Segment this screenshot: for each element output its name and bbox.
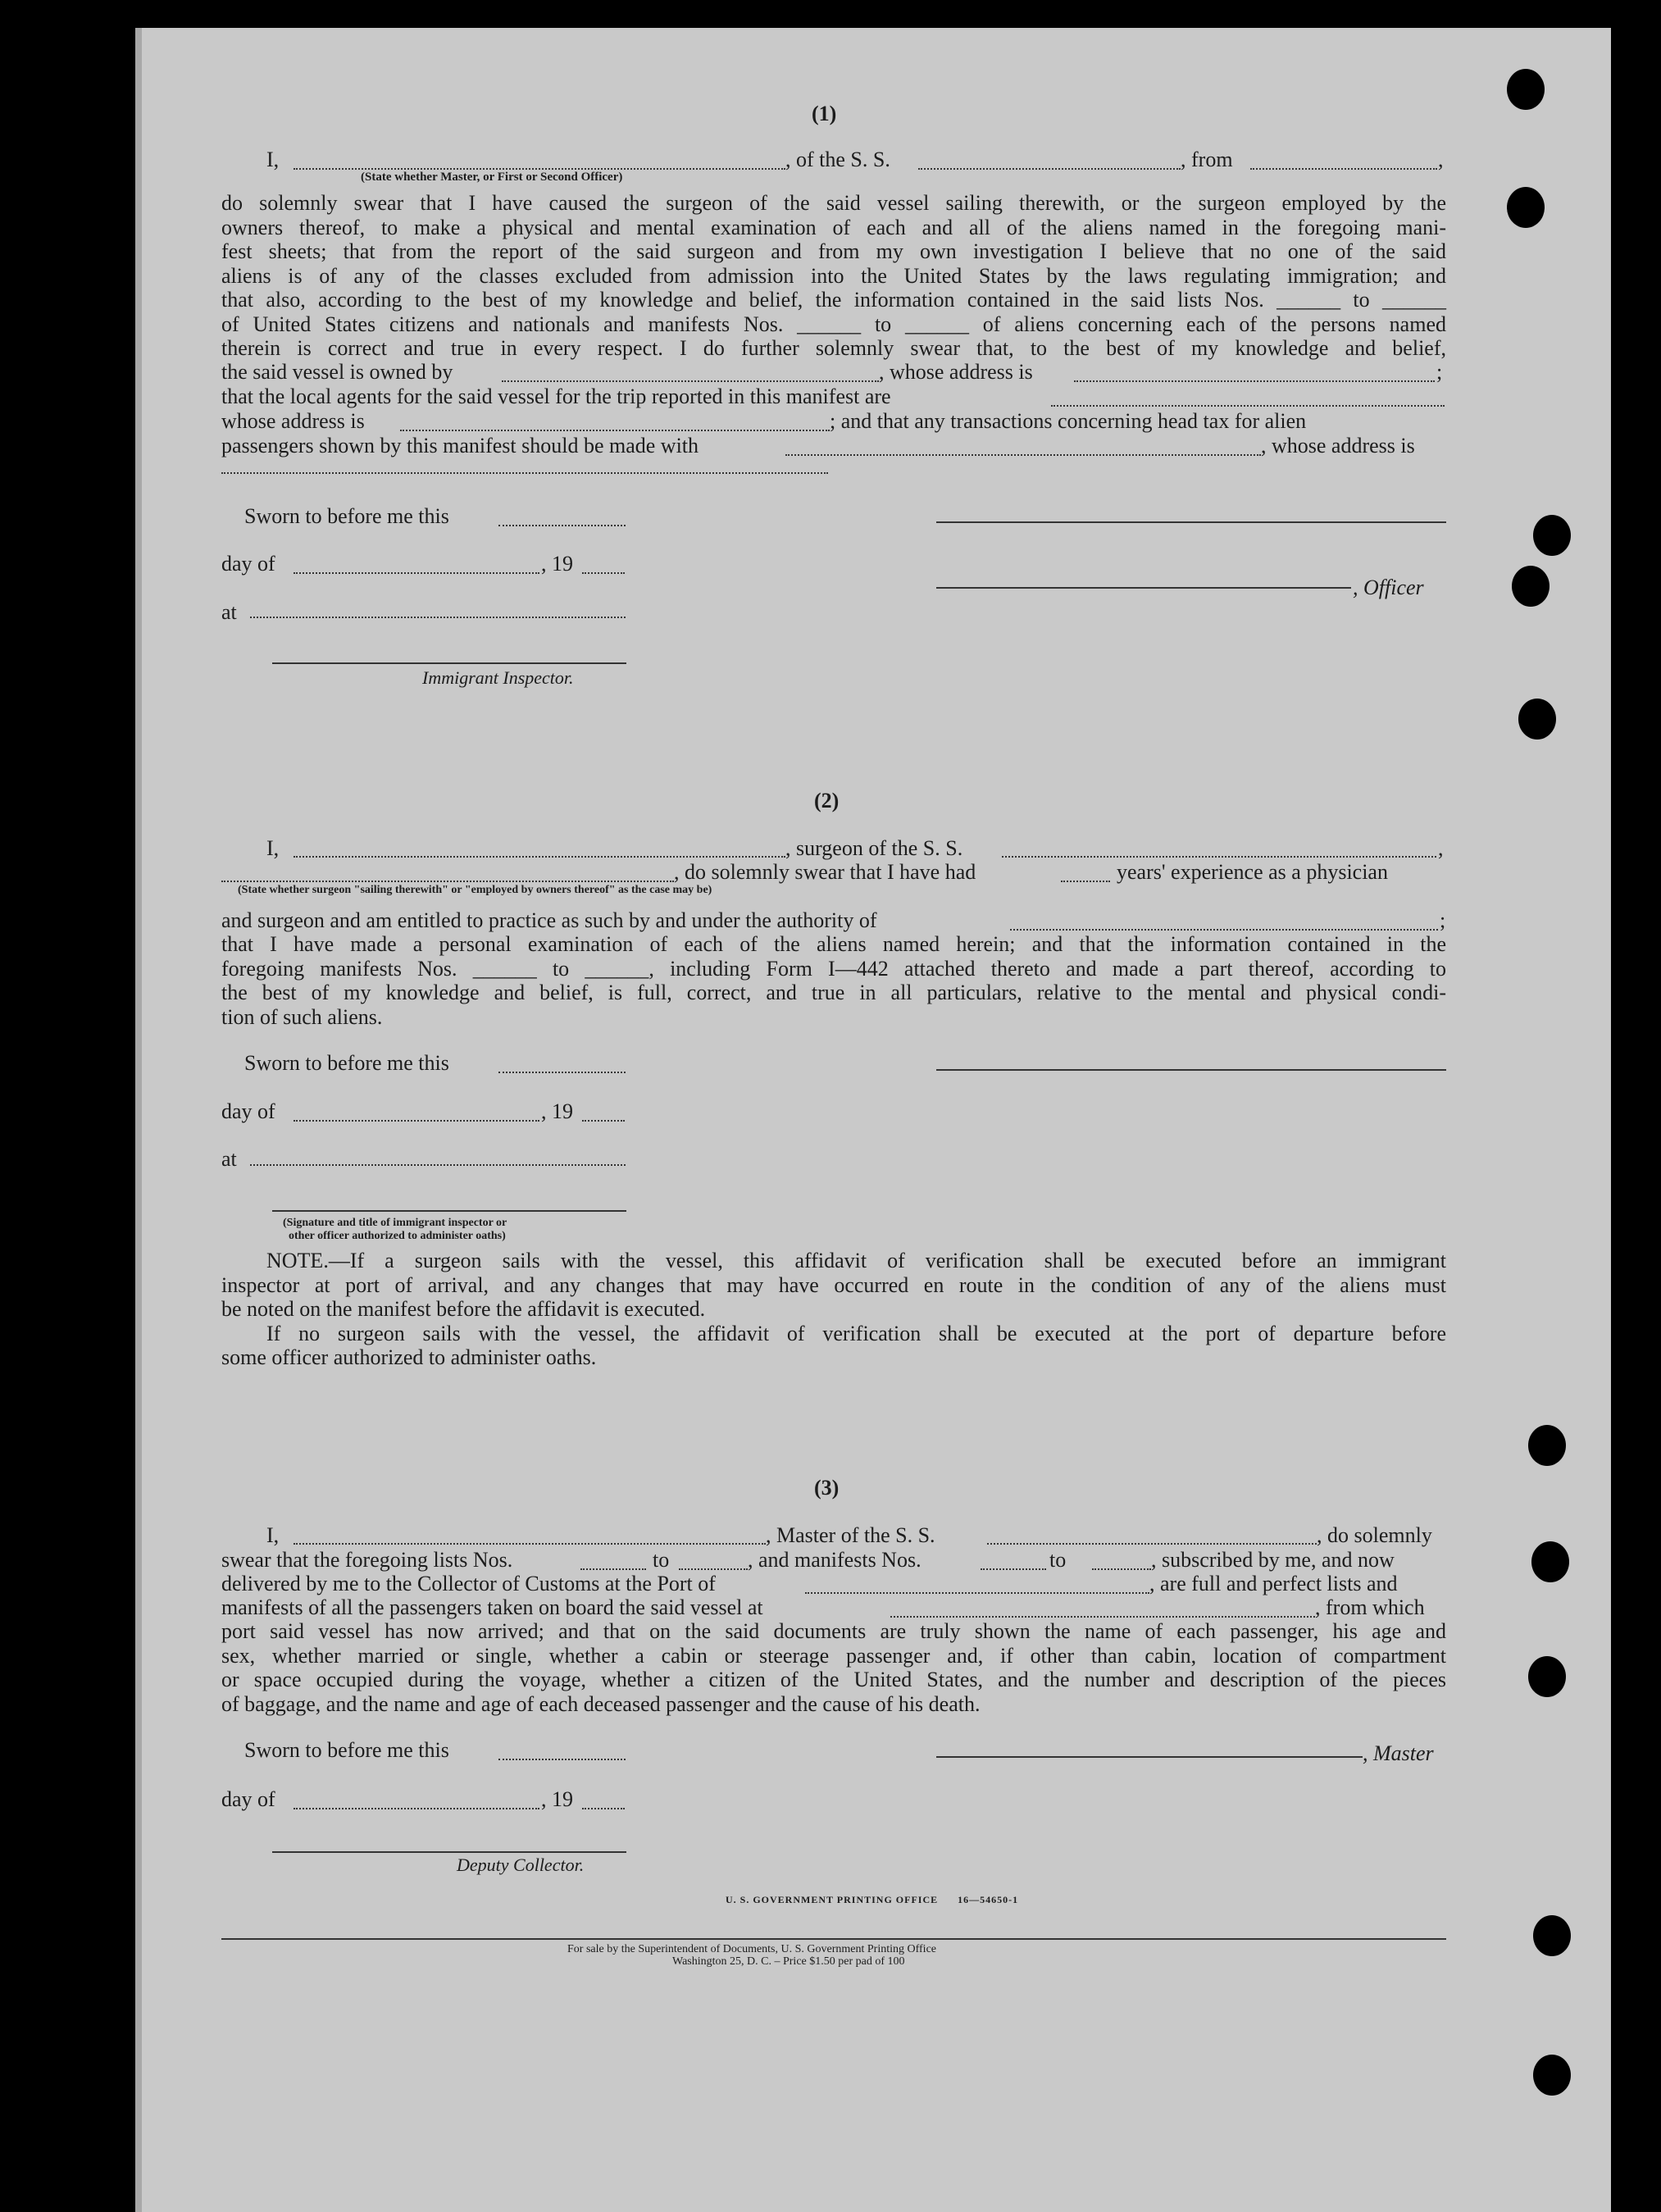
day-of-field[interactable] — [294, 1120, 539, 1122]
local-agents-field[interactable] — [1051, 405, 1445, 407]
collector-signature-line — [272, 1851, 626, 1853]
year-label: , 19 — [541, 1099, 573, 1123]
do-solemnly-text: , do solemnly — [1317, 1523, 1432, 1547]
section-number: (1) — [812, 102, 837, 125]
to-label: to — [653, 1548, 670, 1572]
body-line: that I have made a personal examination of each of the aliens named herein; and that the information contained in the — [221, 932, 1446, 956]
note-line: NOTE.—If a surgeon sails with the vessel, this affidavit of verification shall be executed before an immigrant — [266, 1249, 1446, 1272]
body-line: foregoing manifests Nos. ______ to ______, including Form I—442 attached thereto and made a part thereof, according to — [221, 956, 1446, 981]
signature-note: (Signature and title of immigrant inspector or — [283, 1217, 507, 1229]
master-label: , Master — [1363, 1741, 1434, 1765]
delivered-text: delivered by me to the Collector of Customs at the Port of — [221, 1572, 716, 1595]
label-of-ss: , of the S. S. — [785, 148, 890, 171]
punch-hole — [1518, 699, 1556, 740]
officer-signature-line — [936, 587, 1351, 589]
lists-text: swear that the foregoing lists Nos. — [221, 1548, 513, 1572]
section1-body — [221, 191, 1446, 361]
footer-line: For sale by the Superintendent of Documents, U. S. Government Printing Office — [567, 1943, 936, 1955]
year-field[interactable] — [582, 1808, 625, 1809]
note-line: inspector at port of arrival, and any changes that may have occurred en route in the condition of any of the aliens must — [221, 1272, 1446, 1297]
officer-note: (State whether Master, or First or Second Officer) — [361, 171, 623, 184]
comma: , — [1438, 836, 1444, 860]
lists-to-field[interactable] — [679, 1568, 748, 1570]
punch-hole — [1533, 1915, 1571, 1956]
day-of-field[interactable] — [294, 572, 539, 574]
semicolon: ; — [1436, 360, 1443, 384]
signature-note: other officer authorized to administer oaths) — [289, 1230, 506, 1242]
manifests-all-text: manifests of all the passengers taken on board the said vessel at — [221, 1595, 763, 1619]
punch-hole — [1512, 566, 1550, 607]
year-field[interactable] — [582, 572, 625, 574]
inspector-signature-line — [272, 1210, 626, 1212]
comma: , — [1438, 148, 1444, 171]
punch-hole — [1528, 1425, 1566, 1466]
note-line: If no surgeon sails with the vessel, the affidavit of verification shall be executed at the port of departure before — [266, 1321, 1446, 1345]
punch-hole — [1533, 2055, 1571, 2096]
day-of-label: day of — [221, 1099, 275, 1123]
agents-address-field[interactable] — [400, 430, 830, 431]
whose-address-label: , whose address is — [879, 360, 1033, 384]
body-line: owners thereof, to make a physical and mental examination of each and all of the aliens named in the foregoing mani- — [221, 215, 1446, 239]
perfect-lists-text: , are full and perfect lists and — [1149, 1572, 1398, 1595]
years-field[interactable] — [1061, 881, 1110, 882]
ship-name-field[interactable] — [1002, 856, 1436, 858]
sworn-label: Sworn to before me this — [244, 504, 449, 528]
authority-field[interactable] — [1010, 929, 1438, 931]
footer-line: Washington 25, D. C. – Price $1.50 per pad of 100 — [672, 1955, 905, 1968]
whose-address-label: whose address is — [221, 409, 365, 433]
sworn-date-field[interactable] — [498, 525, 626, 526]
owner-address-field[interactable] — [1074, 380, 1435, 382]
label-i: I, — [266, 148, 280, 171]
body-line: tion of such aliens. — [221, 1004, 383, 1029]
body-line: of baggage, and the name and age of each deceased passenger and the cause of his death. — [221, 1691, 981, 1716]
at-label: at — [221, 1147, 237, 1171]
day-of-label: day of — [221, 552, 275, 576]
manifests-to-field[interactable] — [1092, 1568, 1151, 1570]
deputy-collector-label: Deputy Collector. — [457, 1855, 585, 1875]
boarding-port-field[interactable] — [890, 1616, 1315, 1618]
section-number: (2) — [814, 789, 840, 812]
sheet-edge — [135, 28, 142, 2212]
ship-name-field[interactable] — [987, 1543, 1317, 1545]
sworn-date-field[interactable] — [498, 1759, 626, 1760]
punch-hole — [1531, 1541, 1569, 1582]
years-experience-text: years' experience as a physician — [1117, 860, 1388, 884]
note-paragraph — [221, 1249, 1446, 1370]
from-which-text: , from which — [1315, 1595, 1425, 1619]
owner-field[interactable] — [502, 380, 879, 382]
label-from: , from — [1181, 148, 1233, 171]
label-i: I, — [266, 1523, 280, 1547]
port-field[interactable] — [805, 1592, 1149, 1594]
body-line: sex, whether married or single, whether a cabin or steerage passenger and, if other than cabin, location of compartment — [221, 1643, 1446, 1668]
punch-hole — [1507, 69, 1545, 110]
master-of-ss-label: , Master of the S. S. — [766, 1523, 935, 1547]
manifests-from-field[interactable] — [981, 1568, 1046, 1570]
subscribed-text: , subscribed by me, and now — [1151, 1548, 1395, 1572]
section2-body — [221, 932, 1446, 1029]
owned-by-label: the said vessel is owned by — [221, 360, 453, 384]
signature-line — [936, 521, 1446, 523]
footer-rule — [221, 1938, 1446, 1940]
officer-label: , Officer — [1353, 576, 1424, 599]
from-field[interactable] — [1250, 168, 1437, 170]
whose-address-label: , whose address is — [1261, 434, 1415, 457]
body-line: aliens is of any of the classes excluded from admission into the United States by the laws regulating immigration; and — [221, 263, 1446, 288]
section3-body — [221, 1619, 1446, 1716]
printer-imprint: U. S. GOVERNMENT PRINTING OFFICE 16—54650-1 — [726, 1894, 1019, 1905]
affiant-line — [266, 148, 279, 172]
swear-text: , do solemnly swear that I have had — [674, 860, 976, 884]
body-line: or space occupied during the voyage, whether a citizen of the United States, and the number and description of the pieces — [221, 1668, 1446, 1691]
lists-from-field[interactable] — [580, 1568, 646, 1570]
inspector-signature-line — [272, 662, 626, 664]
authority-text: and surgeon and am entitled to practice as such by and under the authority of — [221, 908, 877, 932]
body-line: port said vessel has now arrived; and that on the said documents are truly shown the name of each passenger, his age and — [221, 1619, 1446, 1643]
note-line: be noted on the manifest before the affidavit is executed. — [221, 1297, 706, 1321]
contact-address-field[interactable] — [221, 472, 828, 474]
master-signature-line — [936, 1756, 1363, 1758]
section-number: (3) — [814, 1476, 840, 1500]
sworn-date-field[interactable] — [498, 1072, 626, 1073]
body-line: therein is correct and true in every respect. I do further solemnly swear that, to the best of my knowledge and belief, — [221, 336, 1446, 360]
master-name-field[interactable] — [294, 1543, 766, 1545]
head-tax-contact-field[interactable] — [785, 454, 1261, 456]
ship-name-field[interactable] — [918, 168, 1181, 170]
at-place-field[interactable] — [250, 1164, 626, 1166]
sworn-label: Sworn to before me this — [244, 1051, 449, 1075]
semicolon: ; — [1440, 908, 1446, 932]
body-line: the best of my knowledge and belief, is full, correct, and true in all particulars, relative to the mental and physical condi- — [221, 981, 1446, 1004]
immigrant-inspector-label: Immigrant Inspector. — [422, 667, 574, 688]
punch-hole — [1528, 1656, 1566, 1697]
surgeon-note: (State whether surgeon "sailing therewith" or "employed by owners thereof" as the case may be) — [238, 884, 712, 896]
sworn-label: Sworn to before me this — [244, 1738, 449, 1762]
label-i: I, — [266, 836, 280, 860]
day-of-label: day of — [221, 1787, 275, 1811]
at-label: at — [221, 600, 237, 624]
passengers-label: passengers shown by this manifest should be made with — [221, 434, 699, 457]
local-agents-label: that the local agents for the said vessel for the trip reported in this manifest are — [221, 385, 891, 408]
punch-hole — [1533, 515, 1571, 556]
manifests-text: , and manifests Nos. — [748, 1548, 922, 1572]
signature-line — [936, 1069, 1446, 1071]
body-line: of United States citizens and nationals and manifests Nos. ______ to ______ of aliens concerning each of the persons named — [221, 312, 1446, 336]
body-line: fest sheets; that from the report of the said surgeon and from my own investigation I believe that no one of the said — [221, 239, 1446, 263]
name-field[interactable] — [294, 168, 785, 170]
year-field[interactable] — [582, 1120, 625, 1122]
body-line: that also, according to the best of my knowledge and belief, the information contained in the said lists Nos. ______ to ______ — [221, 288, 1446, 312]
surgeon-of-ss-label: , surgeon of the S. S. — [785, 836, 963, 860]
year-label: , 19 — [541, 552, 573, 576]
to-label: to — [1049, 1548, 1067, 1572]
punch-hole — [1507, 187, 1545, 228]
surgeon-status-field[interactable] — [221, 881, 674, 882]
note-line: some officer authorized to administer oaths. — [221, 1345, 597, 1369]
body-line: do solemnly swear that I have caused the surgeon of the said vessel sailing therewith, or the surgeon employed by the — [221, 191, 1446, 215]
at-place-field[interactable] — [250, 617, 626, 618]
surgeon-name-field[interactable] — [294, 856, 785, 858]
head-tax-text: ; and that any transactions concerning head tax for alien — [830, 409, 1307, 433]
year-label: , 19 — [541, 1787, 573, 1811]
day-of-field[interactable] — [294, 1808, 539, 1809]
